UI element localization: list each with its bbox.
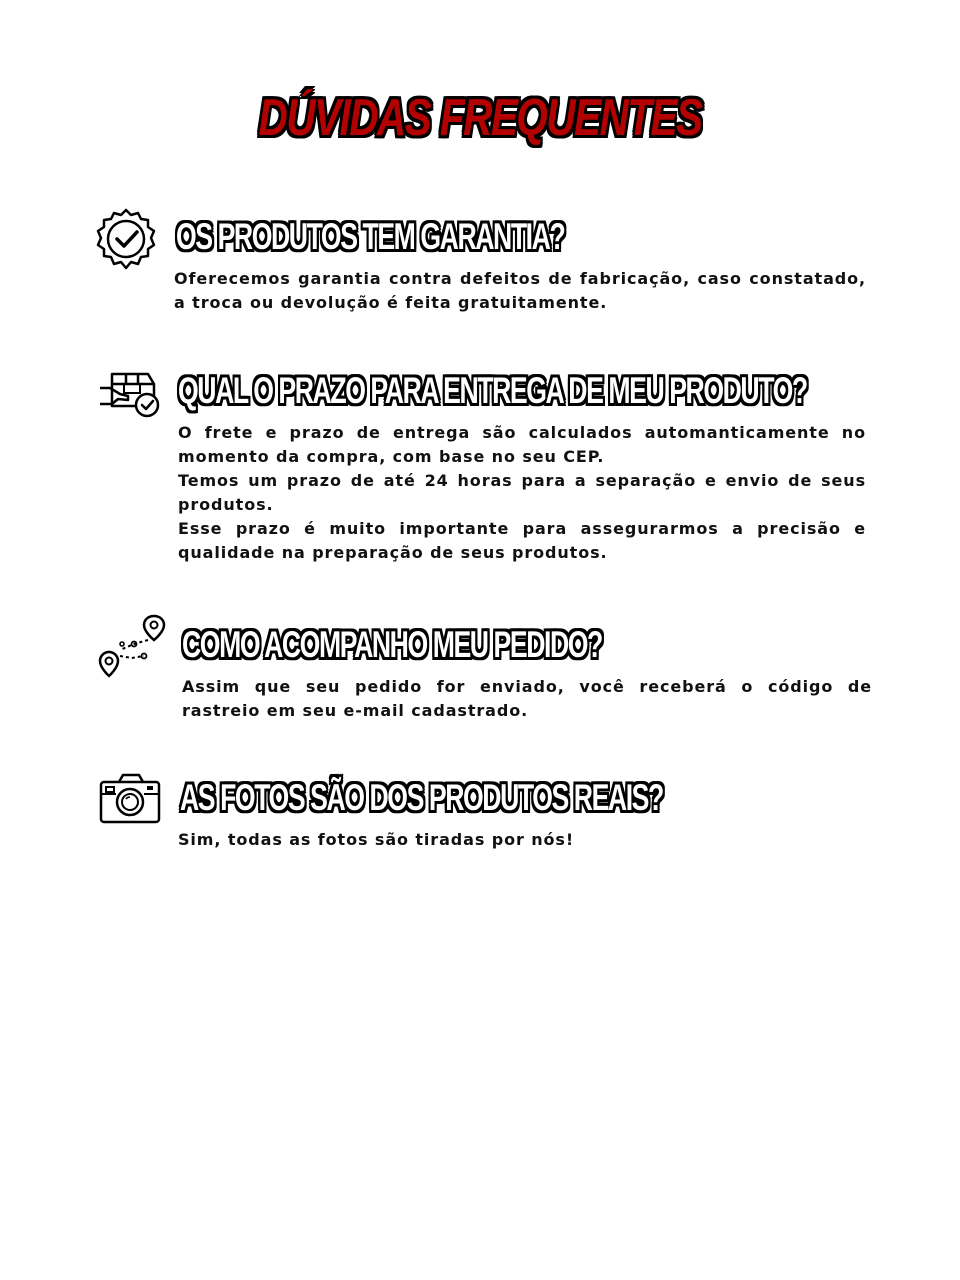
faq-answer-paragraph: Assim que seu pedido for enviado, você receberá o código de rastreio em seu e-mail cadastrado. (182, 677, 872, 720)
faq-answer-paragraph: Temos um prazo de até 24 horas para a separação e envio de seus produtos. (178, 471, 866, 514)
camera-icon (99, 772, 163, 826)
delivery-box-icon (98, 366, 162, 418)
faq-answer-paragraph: Oferecemos garantia contra defeitos de fabricação, caso constatado, a troca ou devolução é feita gratuitamente. (174, 269, 866, 312)
faq-answer (178, 828, 868, 852)
faq-answer-paragraph: O frete e prazo de entrega são calculados automanticamente no momento da compra, com base no seu CEP. (178, 423, 866, 466)
faq-answer (178, 421, 866, 565)
faq-question: COMO ACOMPANHO MEU PEDIDO? (182, 624, 602, 665)
page-title: DÚVIDAS FREQUENTES (258, 89, 702, 147)
faq-answer-paragraph: Esse prazo é muito importante para assegurarmos a precisão e qualidade na preparação de seus produtos. (178, 519, 866, 562)
faq-question: AS FOTOS SÃO DOS PRODUTOS REAIS? (180, 777, 663, 818)
faq-question: QUAL O PRAZO PARA ENTREGA DE MEU PRODUTO? (178, 370, 807, 411)
warranty-badge-icon (95, 208, 157, 270)
faq-answer (174, 267, 866, 315)
faq-question: OS PRODUTOS TEM GARANTIA? (176, 216, 565, 257)
route-tracking-icon (98, 614, 166, 678)
faq-answer-paragraph: Sim, todas as fotos são tiradas por nós! (178, 830, 575, 849)
faq-answer (182, 675, 872, 723)
